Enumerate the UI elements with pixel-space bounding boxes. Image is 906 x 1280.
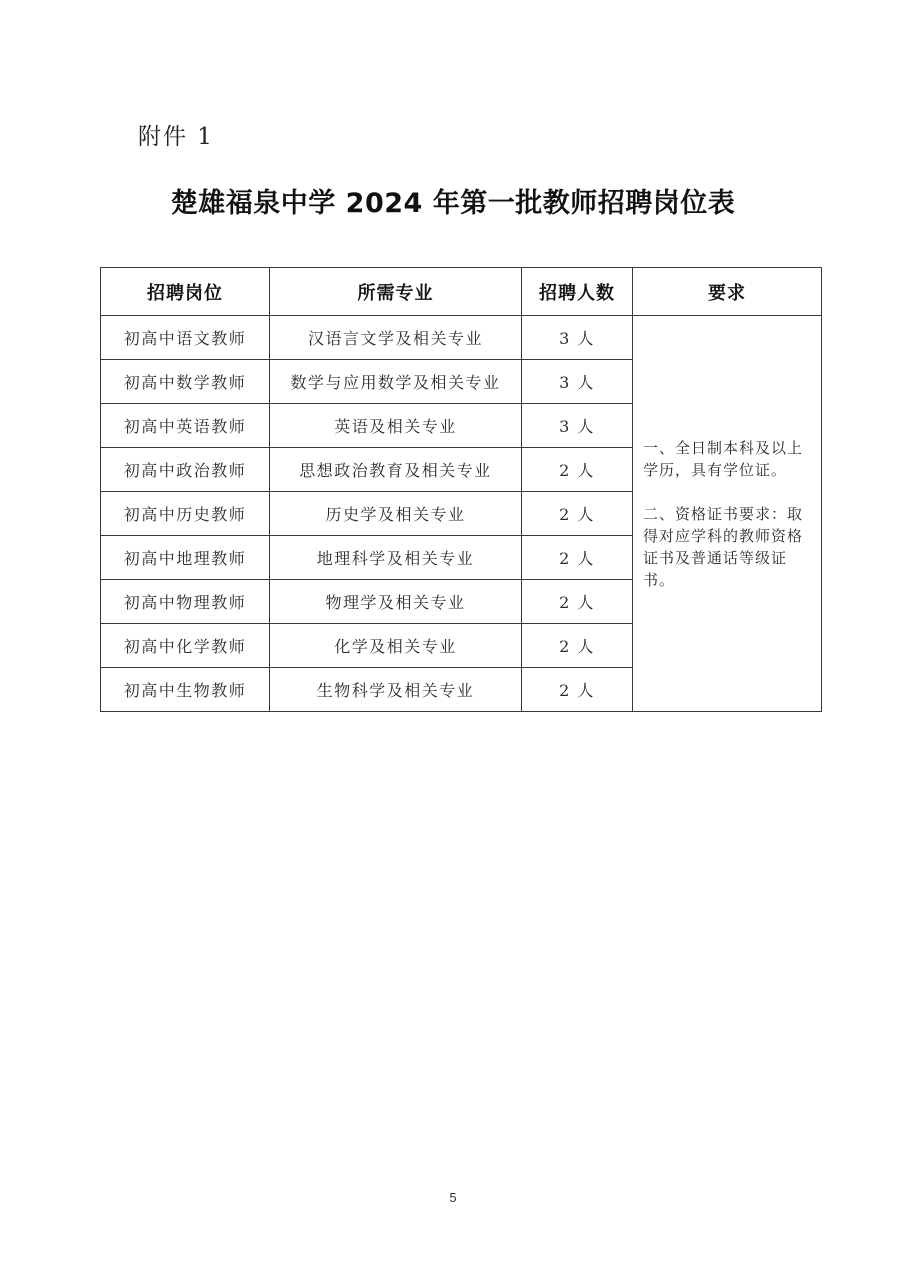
position-cell: 初高中数学教师 (101, 360, 270, 404)
requirement-certificate: 二、资格证书要求：取得对应学科的教师资格证书及普通话等级证书。 (643, 504, 804, 589)
header-major: 所需专业 (270, 268, 522, 316)
header-requirements: 要求 (633, 268, 822, 316)
count-cell: 3 人 (522, 316, 633, 360)
count-cell: 2 人 (522, 624, 633, 668)
count-cell: 3 人 (522, 404, 633, 448)
requirement-education: 一、全日制本科及以上学历，具有学位证。 (643, 438, 804, 479)
count-cell: 2 人 (522, 668, 633, 712)
page-number: 5 (449, 1190, 457, 1205)
count-cell: 2 人 (522, 448, 633, 492)
major-cell: 化学及相关专业 (270, 624, 522, 668)
position-cell: 初高中历史教师 (101, 492, 270, 536)
position-cell: 初高中地理教师 (101, 536, 270, 580)
table-header-row (101, 268, 822, 316)
major-cell: 生物科学及相关专业 (270, 668, 522, 712)
major-cell: 数学与应用数学及相关专业 (270, 360, 522, 404)
major-cell: 地理科学及相关专业 (270, 536, 522, 580)
count-cell: 2 人 (522, 580, 633, 624)
major-cell: 物理学及相关专业 (270, 580, 522, 624)
document-title: 楚雄福泉中学 2024 年第一批教师招聘岗位表 (170, 188, 736, 219)
header-position: 招聘岗位 (101, 268, 270, 316)
position-cell: 初高中物理教师 (101, 580, 270, 624)
count-cell: 2 人 (522, 536, 633, 580)
major-cell: 汉语言文学及相关专业 (270, 316, 522, 360)
major-cell: 英语及相关专业 (270, 404, 522, 448)
header-count: 招聘人数 (522, 268, 633, 316)
requirements-cell (633, 316, 822, 712)
position-cell: 初高中语文教师 (101, 316, 270, 360)
recruitment-table (100, 267, 822, 712)
position-cell: 初高中政治教师 (101, 448, 270, 492)
position-cell: 初高中英语教师 (101, 404, 270, 448)
major-cell: 历史学及相关专业 (270, 492, 522, 536)
position-cell: 初高中生物教师 (101, 668, 270, 712)
count-cell: 3 人 (522, 360, 633, 404)
major-cell: 思想政治教育及相关专业 (270, 448, 522, 492)
attachment-label: 附件 1 (138, 124, 214, 150)
count-cell: 2 人 (522, 492, 633, 536)
table-row (101, 316, 822, 360)
position-cell: 初高中化学教师 (101, 624, 270, 668)
